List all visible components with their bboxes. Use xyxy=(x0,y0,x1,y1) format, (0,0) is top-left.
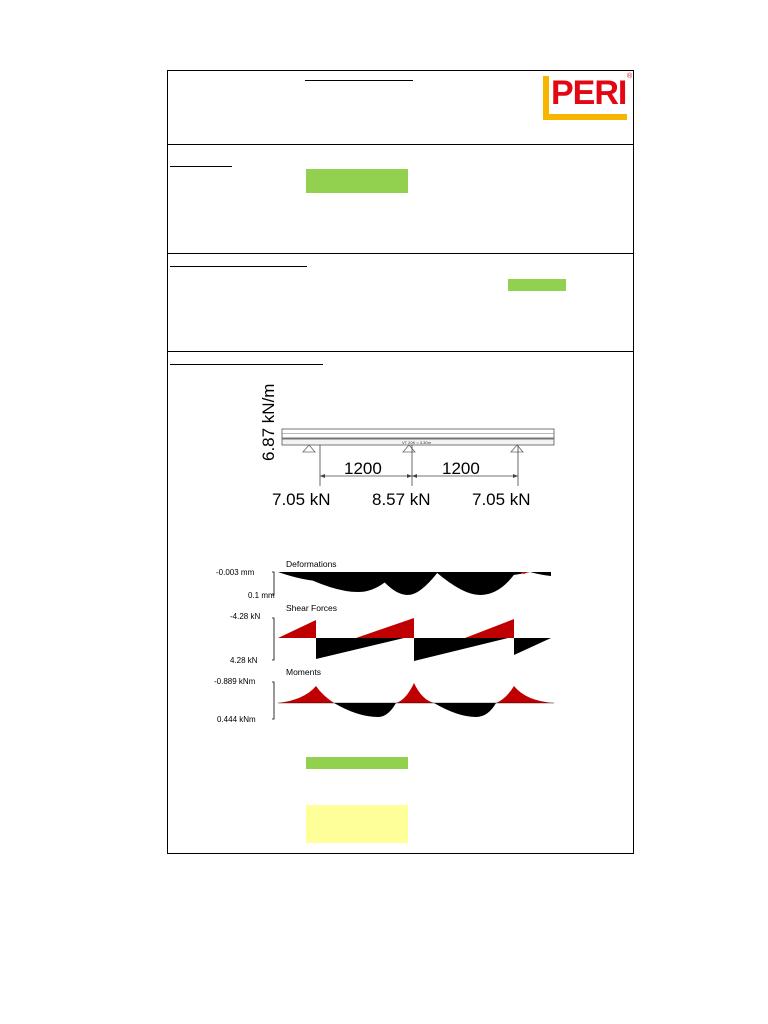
beam-system-diagram xyxy=(216,379,566,511)
deformations-bottom-value: 0.1 mm xyxy=(248,591,275,600)
support-left xyxy=(303,445,315,452)
moments-diagram xyxy=(278,683,554,717)
shear-top-value: -4.28 kN xyxy=(230,612,261,621)
logo-text: PERI xyxy=(551,74,627,112)
result-highlight-green-1 xyxy=(306,169,408,193)
result-highlight-yellow xyxy=(306,805,408,843)
shear-bottom-value: 4.28 kN xyxy=(230,656,258,665)
reaction-middle: 8.57 kN xyxy=(372,490,431,509)
calculation-sheet xyxy=(167,70,634,854)
logo-registered-mark: ® xyxy=(627,73,633,80)
reaction-left: 7.05 kN xyxy=(272,490,331,509)
section-divider-3 xyxy=(168,351,633,352)
span-label-2: 1200 xyxy=(442,459,480,478)
shear-title: Shear Forces xyxy=(286,603,338,613)
beam-tag: VT 20K = 3.30m xyxy=(402,440,431,445)
support-middle xyxy=(403,445,415,452)
shear-axis xyxy=(272,618,274,660)
result-highlight-green-3 xyxy=(306,757,408,769)
moments-title: Moments xyxy=(286,667,321,677)
section-3-heading-underline xyxy=(170,266,307,267)
deformations-title: Deformations xyxy=(286,559,337,569)
deformations-curve-alt xyxy=(295,572,396,592)
peri-logo xyxy=(541,74,631,120)
section-4-heading-underline xyxy=(170,364,323,365)
result-diagrams xyxy=(208,555,558,735)
section-divider-1 xyxy=(168,144,633,145)
support-right xyxy=(511,445,523,452)
section-divider-2 xyxy=(168,253,633,254)
shear-diagram xyxy=(278,618,551,661)
moments-top-value: -0.889 kNm xyxy=(214,677,256,686)
title-underline xyxy=(305,80,413,81)
moments-bottom-value: 0.444 kNm xyxy=(217,715,256,724)
load-label: 6.87 kN/m xyxy=(259,383,278,461)
moments-axis xyxy=(272,682,274,719)
deformations-curve-2 xyxy=(436,572,516,595)
section-2-heading-underline xyxy=(170,166,232,167)
reaction-right: 7.05 kN xyxy=(472,490,531,509)
deformations-top-value: -0.003 mm xyxy=(216,568,255,577)
result-highlight-green-2 xyxy=(508,279,566,291)
span-label-1: 1200 xyxy=(344,459,382,478)
